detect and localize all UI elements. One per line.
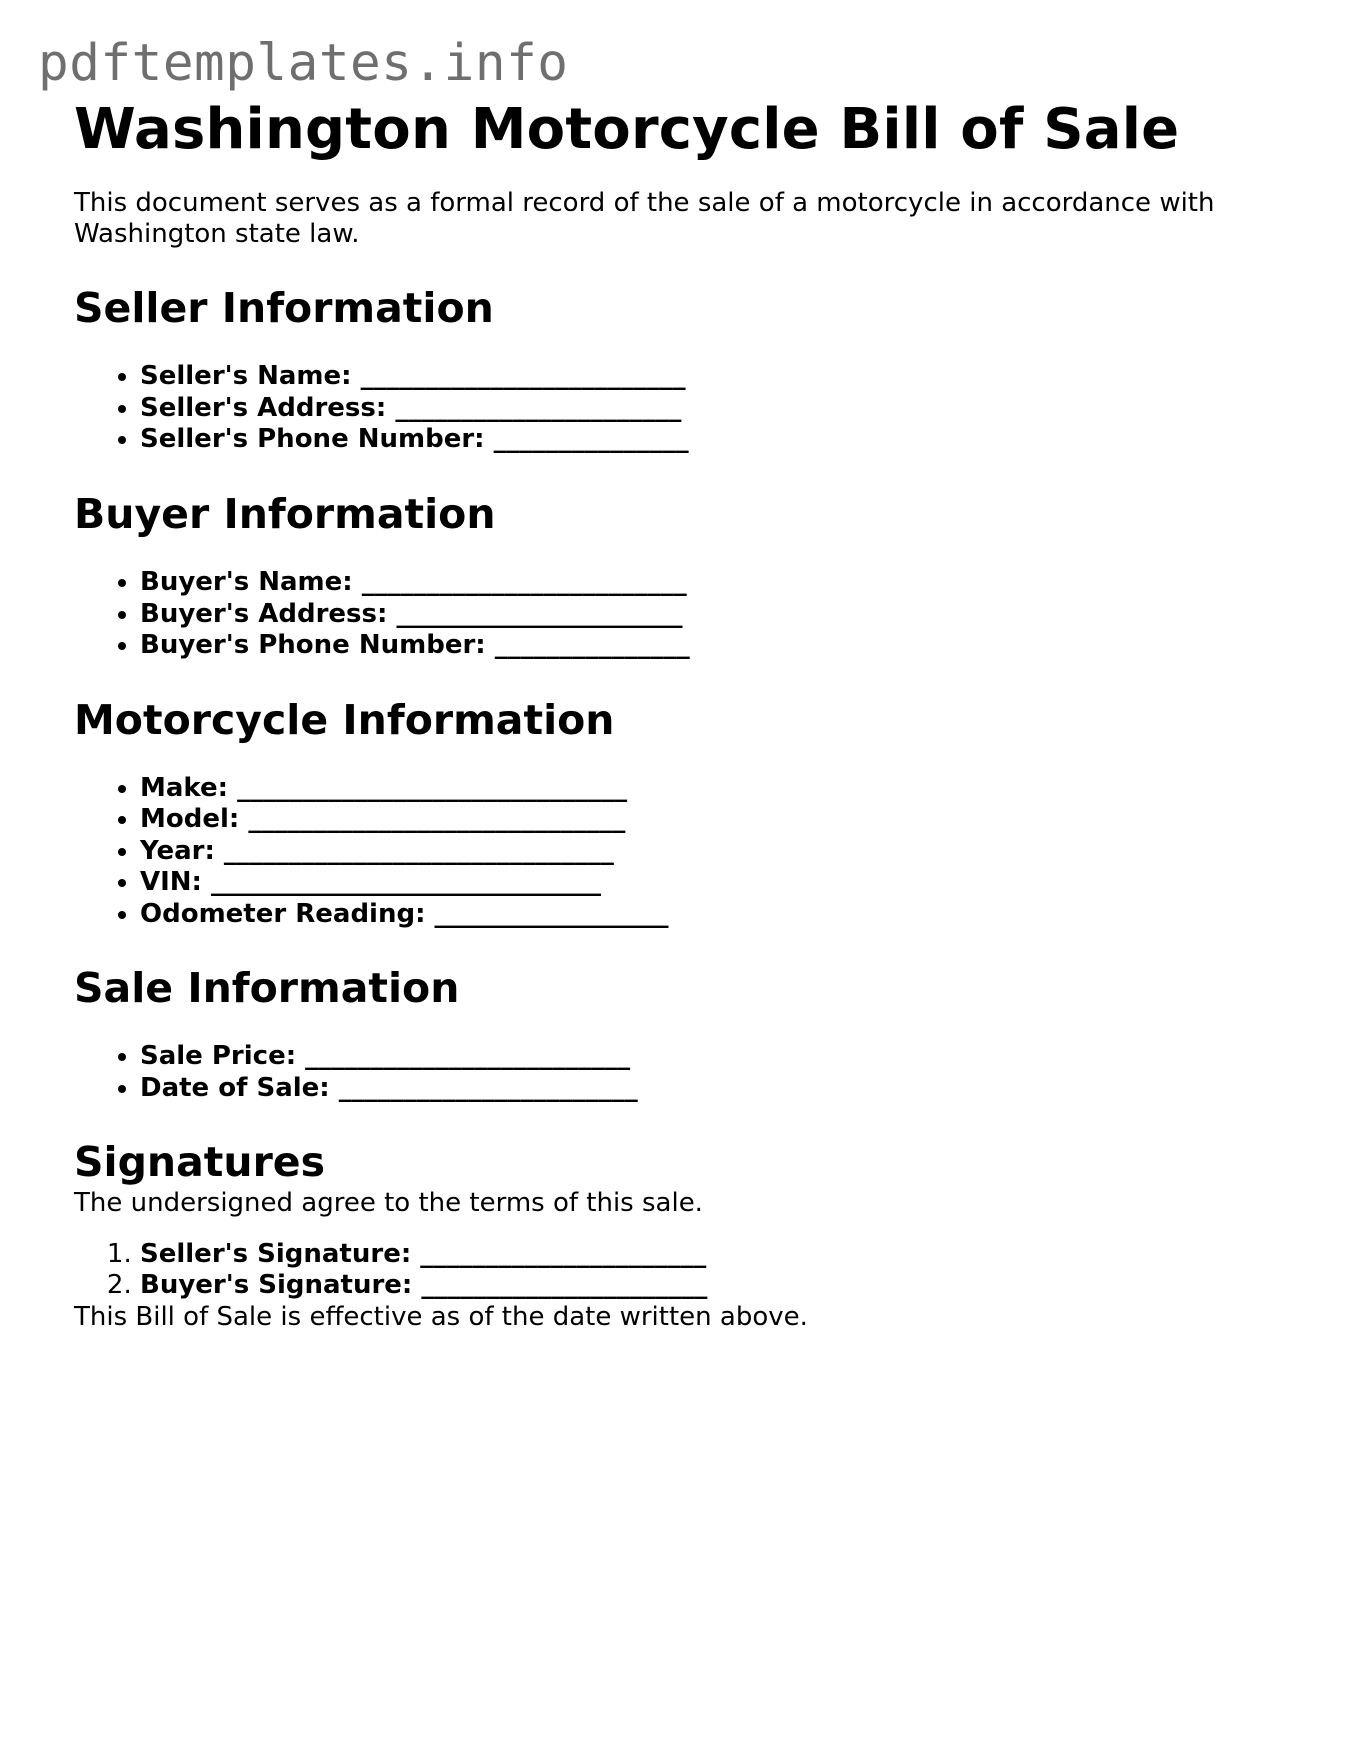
seller-phone-field[interactable]: • Seller's Phone Number: _______________ <box>140 424 1294 456</box>
buyer-address-field[interactable]: • Buyer's Address: ______________________ <box>140 599 1294 631</box>
intro-paragraph: This document serves as a formal record of the sale of a motorcycle in accordance with Washington state law. <box>74 188 1215 250</box>
vin-field[interactable]: • VIN: ______________________________ <box>140 867 1294 899</box>
make-field[interactable]: • Make: ______________________________ <box>140 773 1294 805</box>
buyer-name-field[interactable]: • Buyer's Name: _________________________ <box>140 567 1294 599</box>
seller-field-list <box>74 361 1294 456</box>
sale-date-field[interactable]: • Date of Sale: _______________________ <box>140 1073 1294 1105</box>
seller-phone-blank[interactable]: _______________ <box>493 424 689 455</box>
buyer-name-blank[interactable]: _________________________ <box>361 567 687 598</box>
seller-signature-blank[interactable]: ______________________ <box>420 1238 707 1269</box>
buyer-phone-field[interactable]: • Buyer's Phone Number: _______________ <box>140 630 1294 662</box>
seller-name-field[interactable]: • Seller's Name: _________________________ <box>140 361 1294 393</box>
model-blank[interactable]: _____________________________ <box>248 804 626 835</box>
motorcycle-field-list <box>74 773 1294 931</box>
odometer-blank[interactable]: __________________ <box>434 898 669 929</box>
model-field[interactable]: • Model: _____________________________ <box>140 804 1294 836</box>
seller-address-blank[interactable]: ______________________ <box>395 392 682 423</box>
signatures-section-heading: Signatures <box>74 1138 326 1187</box>
buyer-signature-blank[interactable]: ______________________ <box>421 1270 708 1301</box>
buyer-field-list <box>74 567 1294 662</box>
make-blank[interactable]: ______________________________ <box>237 772 628 803</box>
signatures-lead-text: The undersigned agree to the terms of this sale. <box>74 1187 703 1218</box>
seller-address-field[interactable]: • Seller's Address: ______________________ <box>140 393 1294 425</box>
watermark: pdftemplates.info <box>38 34 569 93</box>
document-page <box>74 96 1294 1333</box>
sale-field-list <box>74 1041 1294 1104</box>
year-blank[interactable]: ______________________________ <box>223 835 614 866</box>
year-field[interactable]: • Year: ______________________________ <box>140 836 1294 868</box>
document-title: Washington Motorcycle Bill of Sale <box>74 97 1180 162</box>
vin-blank[interactable]: ______________________________ <box>211 867 602 898</box>
seller-signature-field[interactable]: 1. Seller's Signature: ______________________ <box>140 1239 1294 1271</box>
seller-section-heading: Seller Information <box>74 284 494 333</box>
sale-price-blank[interactable]: _________________________ <box>305 1041 631 1072</box>
closing-statement: This Bill of Sale is effective as of the date written above. <box>74 1301 808 1332</box>
buyer-address-blank[interactable]: ______________________ <box>396 598 683 629</box>
odometer-field[interactable]: • Odometer Reading: __________________ <box>140 899 1294 931</box>
motorcycle-section-heading: Motorcycle Information <box>74 695 615 744</box>
signature-list <box>74 1239 1294 1302</box>
buyer-signature-field[interactable]: 2. Buyer's Signature: ______________________ <box>140 1270 1294 1302</box>
sale-section-heading: Sale Information <box>74 964 460 1013</box>
sale-price-field[interactable]: • Sale Price: _________________________ <box>140 1041 1294 1073</box>
buyer-phone-blank[interactable]: _______________ <box>494 630 690 661</box>
buyer-section-heading: Buyer Information <box>74 489 496 538</box>
seller-name-blank[interactable]: _________________________ <box>360 361 686 392</box>
sale-date-blank[interactable]: _______________________ <box>338 1072 638 1103</box>
